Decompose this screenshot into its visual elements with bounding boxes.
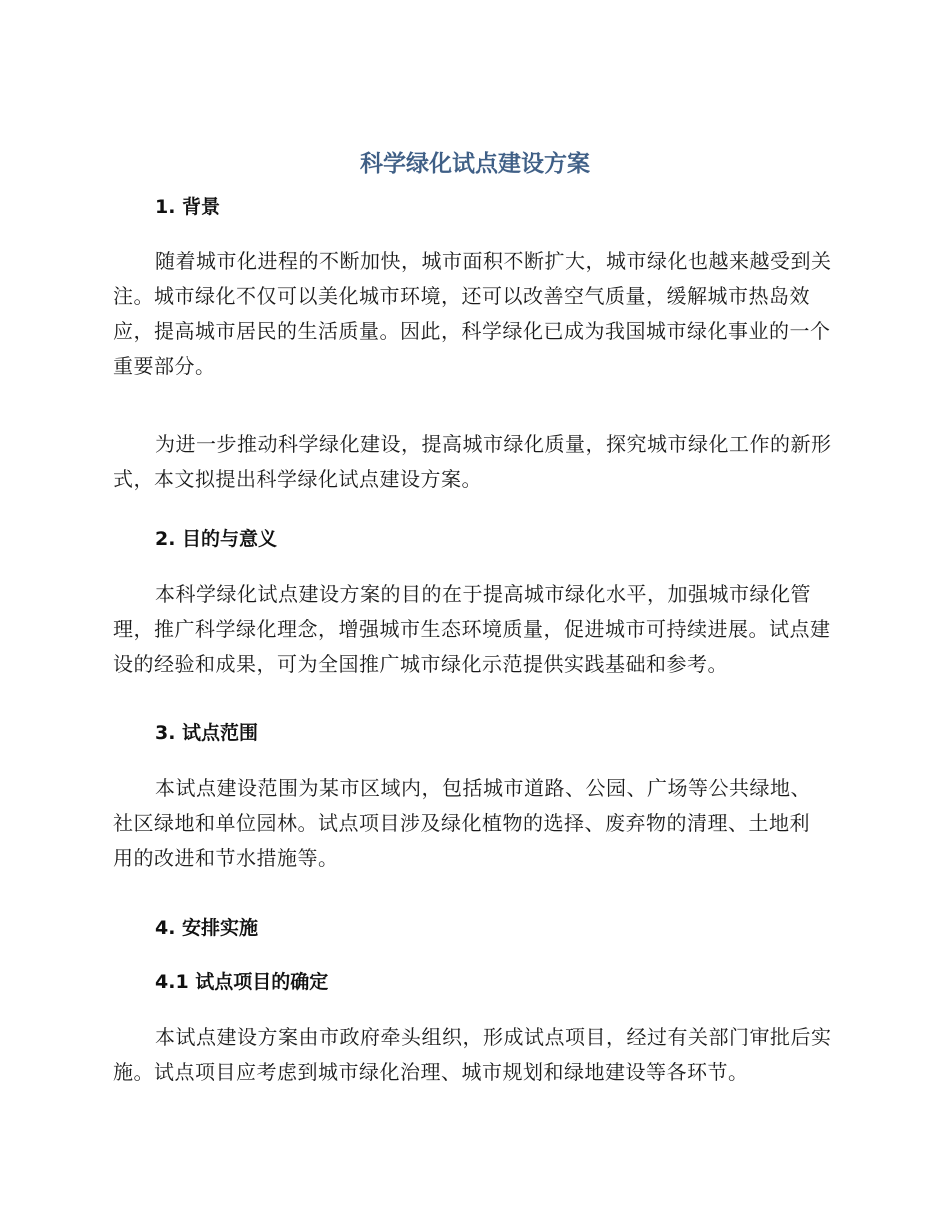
subsection-heading-project-determination: 4.1 试点项目的确定 [155,971,329,993]
paragraph-scope: 本试点建设范围为某市区域内，包括城市道路、公园、广场等公共绿地、社区绿地和单位园林。试点项目涉及绿化植物的选择、废弃物的清理、土地利用的改进和节水措施等。 [113,776,811,870]
paragraph-background-1: 随着城市化进程的不断加快，城市面积不断扩大，城市绿化也越来越受到关注。城市绿化不仅可以美化城市环境，还可以改善空气质量，缓解城市热岛效应，提高城市居民的生活质量。因此，科学绿化已成为我国城市绿化事业的一个重要部分。 [113,249,832,378]
document-title: 科学绿化试点建设方案 [360,151,590,177]
section-heading-background: 1. 背景 [155,196,221,218]
paragraph-background-2: 为进一步推动科学绿化建设，提高城市绿化质量，探究城市绿化工作的新形式，本文拟提出科学绿化试点建设方案。 [113,432,832,491]
section-heading-scope: 3. 试点范围 [155,722,259,744]
paragraph-project-determination: 本试点建设方案由市政府牵头组织，形成试点项目，经过有关部门审批后实施。试点项目应考虑到城市绿化治理、城市规划和绿地建设等各环节。 [113,1025,832,1084]
paragraph-purpose: 本科学绿化试点建设方案的目的在于提高城市绿化水平，加强城市绿化管理，推广科学绿化理念，增强城市生态环境质量，促进城市可持续进展。试点建设的经验和成果，可为全国推广城市绿化示范提供实践基础和参考。 [113,582,831,676]
section-heading-purpose: 2. 目的与意义 [155,528,278,550]
section-heading-implementation: 4. 安排实施 [155,917,259,939]
